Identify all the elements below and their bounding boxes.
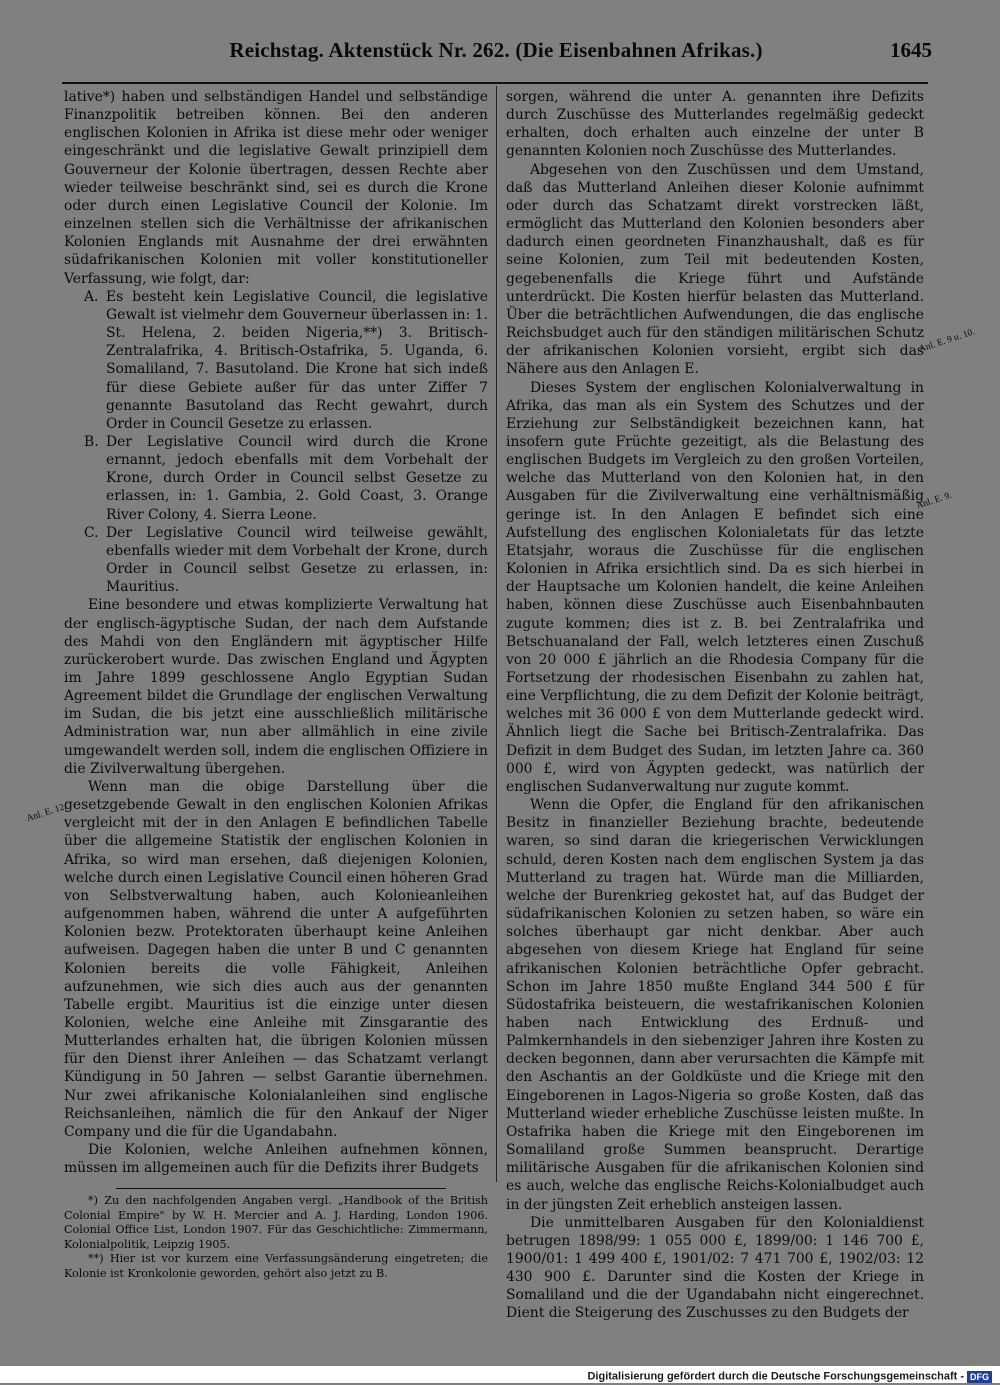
list-item xyxy=(64,524,488,597)
list-item-text: Der Legislative Council wird durch die Krone ernannt, jedoch ebenfalls mit dem Vorbehalt der Krone, durch Order in Council selbst Gesetze zu erlassen, in: 1. Gambia, 2. Gold Coast, 3. Orange River Colony, 4. Sierra Leone. xyxy=(106,433,488,523)
paragraph: Abgesehen von den Zuschüssen und dem Umstand, daß das Mutterland Anleihen dieser Kolonie aufnimmt oder durch das Schatzamt direkt vorstrecken läßt, ermöglicht das Mutterland den Kolonien besonders aber dadurch einen geordneten Finanzhaushalt, daß es für seine Kolonien, zum Teil mit bedeutenden Kosten, gegebenenfalls die Kriege führt und Aufstände unterdrückt. Die Kosten hierfür belasten das Mutterland. Über die beträchtlichen Aufwendungen, die das englische Reichsbudget auch für den ständigen militärischen Schutz der afrikanischen Kolonien vorsieht, ergibt sich das Nähere aus den Anlagen E. xyxy=(506,161,924,378)
paragraph: Eine besondere und etwas komplizierte Verwaltung hat der englisch-ägyptische Sudan, der nach dem Aufstande des Mahdi von den Engländern mit ägyptischer Hilfe zurückerobert wurde. Das zwischen England und Ägypten im Jahre 1899 geschlossene Anglo Egyptian Sudan Agreement bildet die Grundlage der englischen Verwaltung im Sudan, die bis jetzt eine ausschließlich militärische Administration war, nun aber allmählich in eine zivile umgewandelt werden soll, indem die englischen Offiziere in die Zivilverwaltung übergehen. xyxy=(64,597,488,777)
paragraph: Die Kolonien, welche Anleihen aufnehmen können, müssen im allgemeinen auch für die Defizits ihrer Budgets xyxy=(64,1142,488,1177)
list-item-text: Der Legislative Council wird teilweise gewählt, ebenfalls wieder mit dem Vorbehalt der Krone, durch Order in Council selbst Gesetze zu erlassen, in: Mauritius. xyxy=(106,524,488,596)
margin-note: Anl. E. 9. xyxy=(915,490,954,512)
footnotes xyxy=(64,1194,488,1282)
page-number: 1645 xyxy=(890,38,932,62)
footnote-rule xyxy=(116,1188,446,1189)
list-item xyxy=(64,288,488,433)
footnote: *) Zu den nachfolgenden Angaben vergl. „Handbook of the British Colonial Empire" by W. H. Mercier and A. J. Harding, London 1906. Colonial Office List, London 1907. Für das Geschichtliche: Zimmermann, Kolonialpolitik, Leipzig 1905. xyxy=(64,1194,488,1251)
running-title: Reichstag. Aktenstück Nr. 262. (Die Eisenbahnen Afrikas.) xyxy=(229,38,763,62)
list-item-text: Es besteht kein Legislative Council, die legislative Gewalt ist vielmehr dem Gouverneur überlassen in: 1. St. Helena, 2. beiden Nigeria,**) 3. Britisch-Zentralafrika, 4. Britisch-Ostafrika, 5. Uganda, 6. Somaliland, 7. Basutoland. Die Krone hat sich indeß für diese Gebiete außer für das unter Ziffer 7 genannte Basutoland das Recht gewahrt, durch Order in Council Gesetze zu erlassen. xyxy=(106,288,488,432)
paragraph: Wenn man die obige Darstellung über die gesetzgebende Gewalt in den englischen Kolonien Afrikas vergleicht mit der in den Anlagen E befindlichen Tabelle über die allgemeine Statistik der englischen Kolonien in Afrika, so wird man ersehen, daß diejenigen Kolonien, welche durch einen Legislative Council einen höheren Grad von Selbstverwaltung haben, auch Kolonieanleihen aufgenommen haben, während die unter A aufgeführten Kolonien bezw. Protektoraten überhaupt keine Anleihen aufweisen. Dagegen haben die unter B und C genannten Kolonien bereits die volle Fähigkeit, Anleihen aufzunehmen, wie sich dies auch aus der genannten Tabelle ergibt. Mauritius ist die einzige unter diesen Kolonien, welche eine Anleihe mit Zinsgarantie des Mutterlandes erhalten hat, die übrigen Kolonien müssen für den Dienst ihrer Anleihen — das Schatzamt verlangt Kündigung in 50 Jahren — selbst Garantie übernehmen. Nur zwei afrikanische Kolonialanleihen sind englische Reichsanleihen, nämlich die für den Ankauf der Niger Company und die für die Ugandabahn. xyxy=(64,778,488,1140)
left-column xyxy=(64,88,488,1177)
page-header xyxy=(60,38,932,66)
list-marker: C. xyxy=(84,524,99,541)
right-column xyxy=(506,88,924,1323)
margin-note: Anl. E. 12. xyxy=(25,801,68,825)
header-rule xyxy=(62,82,928,84)
paragraph: Wenn die Opfer, die England für den afrikanischen Besitz in finanzieller Beziehung brachte, bedeutende waren, so sind daran die kriegerischen Verwicklungen schuld, deren Kosten nach dem englischen System ja das Mutterland zu tragen hat. Würde man die Milliarden, welche der Burenkrieg gekostet hat, auf das Budget der südafrikanischen Kolonien zu setzen haben, so wäre ein solches überhaupt gar nicht denkbar. Aber auch abgesehen von diesem Kriege hat England für seine afrikanischen Kolonien beträchtliche Opfer gebracht. Schon im Jahre 1850 mußte England 344 500 £ für Südostafrika beisteuern, die westafrikanischen Kolonien haben nach Entwicklung des Erdnuß- und Palmkernhandels in den siebenziger Jahren ihre Kosten zu decken begonnen, dann aber verursachten die Kämpfe mit den Aschantis an der Goldküste und die Kriege mit den Eingeborenen in Lagos-Nigeria so große Kosten, daß das Mutterland wieder erhebliche Zuschüsse leisten mußte. In Ostafrika haben die Kriege mit den Eingeborenen im Somaliland große Summen beansprucht. Derartige militärische Ausgaben für die afrikanischen Kolonien sind es auch, welche das englische Reichs-Kolonialbudget auch in der jüngsten Zeit erheblich ansteigen lassen. xyxy=(506,797,924,1213)
paragraph: sorgen, während die unter A. genannten ihre Defizits durch Zuschüsse des Mutterlandes regelmäßig gedeckt erhalten, doch erhalten auch einzelne der unter B genannten Kolonien noch Zuschüsse des Mutterlandes. xyxy=(506,89,924,160)
column-divider xyxy=(496,86,497,1182)
paragraph: Die unmittelbaren Ausgaben für den Kolonialdienst betrugen 1898/99: 1 055 000 £, 1899/00: 1 146 700 £, 1900/01: 1 499 400 £, 1901/02: 7 471 700 £, 1902/03: 12 430 900 £. Darunter sind die Kosten der Kriege in Somaliland und die der Ugandabahn nicht eingerechnet. Dient die Steigerung des Zuschusses zu den Budgets der xyxy=(506,1214,924,1322)
margin-note: Anl. E. 9 u. 10. xyxy=(917,327,977,355)
paragraph: Dieses System der englischen Kolonialverwaltung in Afrika, das man als ein System des Schutzes und der Erziehung zur Selbständigkeit bezeichnen kann, hat insofern gute Früchte gezeitigt, als die Belastung des englischen Budgets im Vergleich zu den großen Vorteilen, welche das Mutterland von den Kolonien hat, in den Ausgaben für die Zivilverwaltung eine verhältnismäßig geringe ist. In den Anlagen E befindet sich eine Aufstellung des englischen Kolonialetats für das letzte Etatsjahr, woraus die Zuschüsse für die englischen Kolonien in Afrika ersichtlich sind. Da es sich hierbei in der Hauptsache um Kolonien handelt, die keine Anleihen haben, können diese Zuschüsse auch Eisenbahnbauten zugute kommen; dies ist z. B. bei Zentralafrika und Betschuanaland der Fall, welch letzteres einen Zuschuß von 20 000 £ jährlich an die Rhodesia Company für die Fortsetzung der rhodesischen Eisenbahn zu zahlen hat, eine Verpflichtung, die zu dem Defizit der Kolonie beiträgt, welches mit 36 000 £ von dem Mutterlande gedeckt wird. Ähnlich liegt die Sache bei Britisch-Zentralafrika. Das Defizit in dem Budget des Sudan, im letzten Jahre ca. 360 000 £, wird von Ägypten gedeckt, was natürlich der englischen Sudanverwaltung nur zugute kommt. xyxy=(506,379,924,795)
footnote: **) Hier ist vor kurzem eine Verfassungsänderung eingetreten; die Kolonie ist Kronkolonie geworden, gehört also jetzt zu B. xyxy=(64,1252,488,1280)
footer-bar xyxy=(0,1366,1000,1383)
dfg-logo: DFG xyxy=(967,1371,992,1383)
list-marker: B. xyxy=(84,433,99,450)
paragraph: lative*) haben und selbständigen Handel und selbständige Finanzpolitik betreiben können. Bei den anderen englischen Kolonien in Afrika ist diese mehr oder weniger eingeschränkt und die legislative Gewalt prinzipiell dem Gouverneur der Kolonie übertragen, dessen Rechte aber wieder teilweise beschränkt sind, sei es durch die Krone oder durch einen Legislative Council der Kolonie. Im einzelnen stellen sich die Verhältnisse der afrikanischen Kolonien Englands mit Ausnahme der drei erwähnten südafrikanischen Kolonien mit voller konstitutioneller Verfassung, wie folgt, dar: xyxy=(64,89,488,287)
list-marker: A. xyxy=(84,288,99,305)
constitution-list xyxy=(64,288,488,597)
funding-credit: Digitalisierung gefördert durch die Deutsche Forschungsgemeinschaft - xyxy=(587,1370,964,1383)
list-item xyxy=(64,433,488,524)
